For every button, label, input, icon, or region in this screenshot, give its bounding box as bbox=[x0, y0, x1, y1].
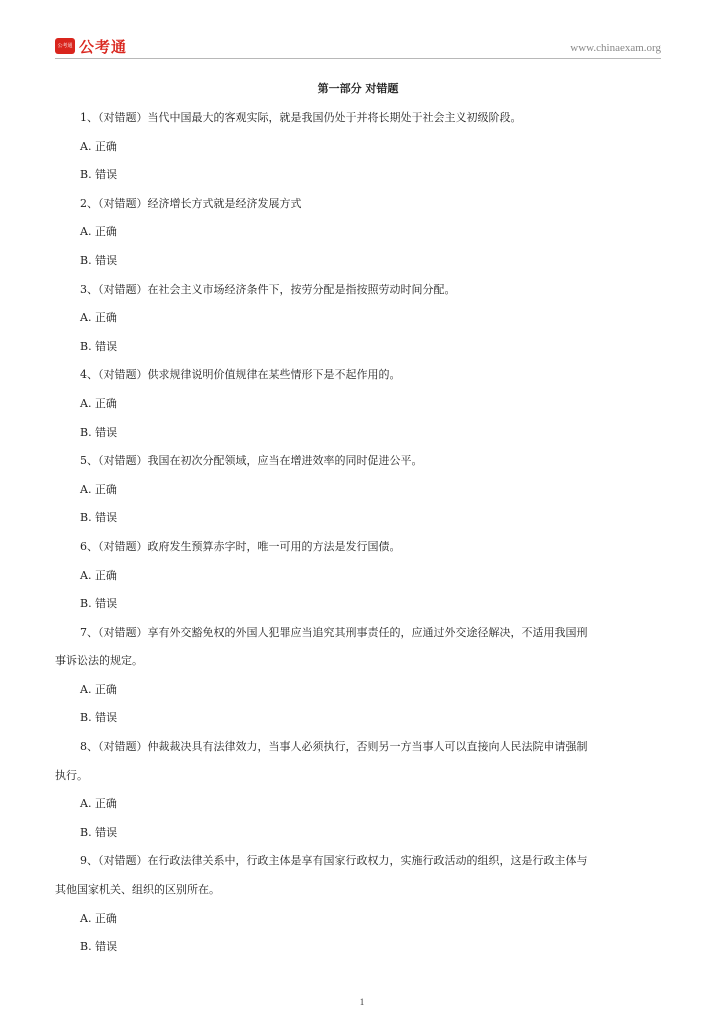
option-true[interactable]: A. 正确 bbox=[80, 482, 117, 496]
question-item bbox=[55, 361, 661, 447]
section-title: 第一部分 对错题 bbox=[317, 82, 399, 95]
question-text: 1、（对错题）当代中国最大的客观实际，就是我国仍处于并将长期处于社会主义初级阶段。 bbox=[80, 111, 522, 124]
question-text: 事诉讼法的规定。 bbox=[55, 654, 143, 668]
question-text: 9、（对错题）在行政法律关系中，行政主体是享有国家行政权力，实施行政活动的组织，这是行政主体与 bbox=[80, 854, 588, 868]
question-text: 2、（对错题）经济增长方式就是经济发展方式 bbox=[80, 196, 302, 210]
option-true[interactable]: A. 正确 bbox=[80, 911, 117, 925]
question-text: 8、（对错题）仲裁裁决具有法律效力，当事人必须执行，否则另一方当事人可以直接向人民法院申请强制 bbox=[80, 740, 588, 754]
question-text: 3、（对错题）在社会主义市场经济条件下，按劳分配是指按照劳动时间分配。 bbox=[80, 282, 456, 296]
option-true[interactable]: A. 正确 bbox=[80, 797, 117, 811]
page-number: 1 bbox=[359, 997, 365, 1007]
document-body bbox=[55, 76, 661, 962]
option-false[interactable]: B. 错误 bbox=[80, 825, 118, 839]
option-true[interactable]: A. 正确 bbox=[80, 311, 117, 325]
question-text: 执行。 bbox=[55, 768, 88, 782]
option-true[interactable]: A. 正确 bbox=[80, 568, 117, 582]
page-header bbox=[55, 34, 661, 59]
question-text: 6、（对错题）政府发生预算赤字时，唯一可用的方法是发行国债。 bbox=[80, 539, 401, 553]
option-false[interactable]: B. 错误 bbox=[80, 425, 118, 439]
option-false[interactable]: B. 错误 bbox=[80, 511, 118, 525]
brand-logo bbox=[55, 36, 127, 56]
question-item bbox=[55, 190, 661, 276]
option-true[interactable]: A. 正确 bbox=[80, 139, 117, 153]
question-text: 5、（对错题）我国在初次分配领域，应当在增进效率的同时促进公平。 bbox=[80, 454, 423, 468]
option-true[interactable]: A. 正确 bbox=[80, 225, 117, 239]
question-item bbox=[55, 847, 661, 961]
option-false[interactable]: B. 错误 bbox=[80, 711, 118, 725]
option-true[interactable]: A. 正确 bbox=[80, 682, 117, 696]
site-url: www.chinaexam.org bbox=[570, 42, 661, 54]
question-item bbox=[55, 104, 661, 190]
question-item bbox=[55, 619, 661, 733]
question-item bbox=[55, 733, 661, 847]
option-false[interactable]: B. 错误 bbox=[80, 253, 118, 267]
question-text: 4、（对错题）供求规律说明价值规律在某些情形下是不起作用的。 bbox=[80, 368, 401, 382]
logo-badge-icon: 公考通 bbox=[55, 38, 75, 54]
question-list bbox=[55, 104, 661, 962]
question-item bbox=[55, 447, 661, 533]
option-false[interactable]: B. 错误 bbox=[80, 597, 118, 611]
question-item bbox=[55, 276, 661, 362]
option-true[interactable]: A. 正确 bbox=[80, 396, 117, 410]
question-text: 7、（对错题）享有外交豁免权的外国人犯罪应当追究其刑事责任的，应通过外交途径解决，不适用我国刑 bbox=[80, 625, 588, 639]
question-item bbox=[55, 533, 661, 619]
question-text: 其他国家机关、组织的区别所在。 bbox=[55, 883, 220, 897]
option-false[interactable]: B. 错误 bbox=[80, 339, 118, 353]
option-false[interactable]: B. 错误 bbox=[80, 168, 118, 182]
option-false[interactable]: B. 错误 bbox=[80, 940, 118, 954]
logo-text: 公考通 bbox=[79, 37, 128, 56]
